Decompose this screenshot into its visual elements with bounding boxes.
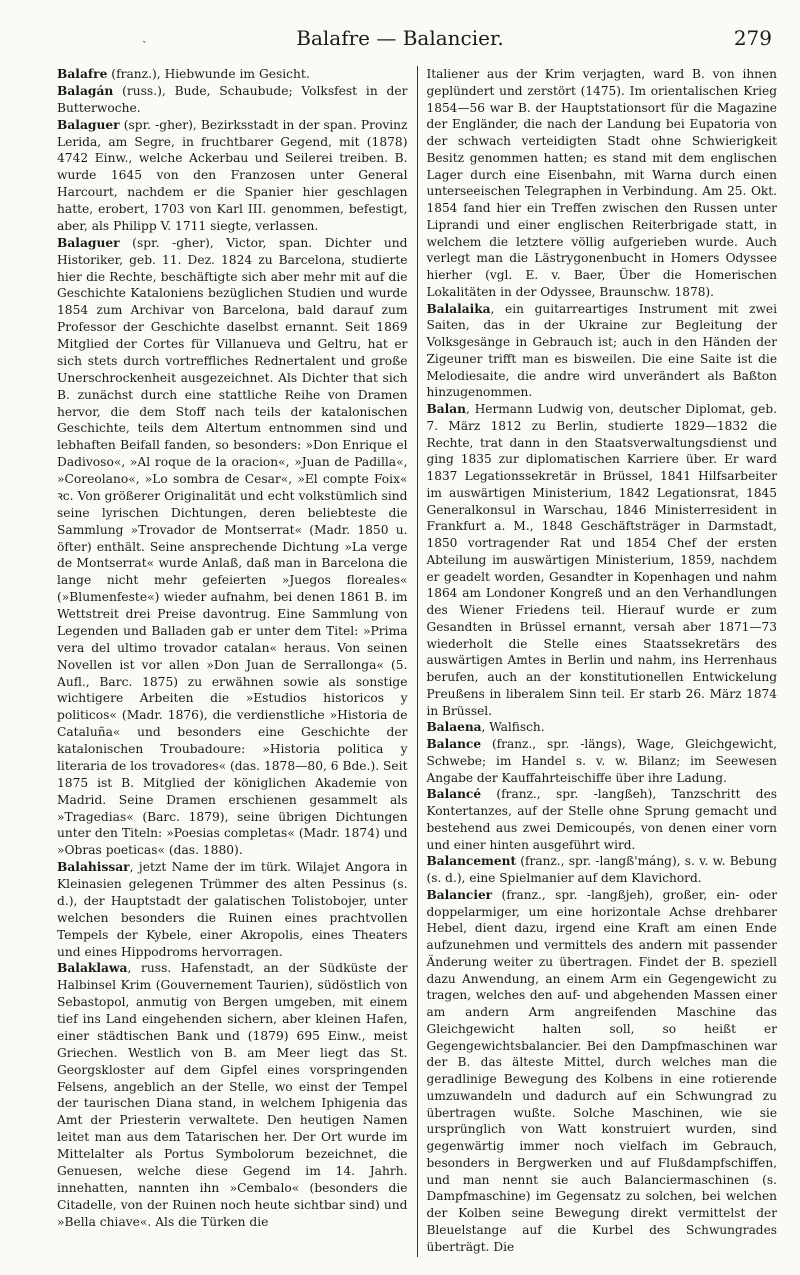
entry-head: Balancement bbox=[426, 854, 517, 869]
entry-balaena bbox=[427, 719, 778, 736]
entry-text: (spr. -gher), Bezirksstadt in der span. Provinz Lerida, am Segre, in fruchtbarer Gegend, mit (1878) 4742 Einw., welche Ackerbau und Seilerei treiben. B. wurde 1645 von den Franzosen unter General Harcourt, nachdem er die Spanier hier geschlagen hatte, erobert, 1703 von Karl III. genommen, befestigt, aber, als Philipp V. 1711 siegte, verlassen. bbox=[57, 117, 408, 233]
entry-balaklawa bbox=[57, 960, 408, 1230]
entry-head: Balalaika bbox=[426, 301, 491, 316]
entry-head: Balancé bbox=[426, 787, 482, 802]
text-columns bbox=[48, 66, 786, 1257]
entry-text: (franz.), Hiebwunde im Gesicht. bbox=[107, 67, 310, 81]
entry-head: Balaklawa bbox=[57, 960, 128, 976]
entry-text: , jetzt Name der im türk. Wilajet Angora in Kleinasien gelegenen Trümmer des alten Pessinus (s. d.), der Hauptstadt der galatischen Tolistobojer, unter welchen besonders die Ruinen eines prachtvollen Tempels der Kybele, einer Akropolis, eines Theaters und eines Hippodroms hervorragen. bbox=[57, 860, 408, 959]
entry-head: Balancier bbox=[426, 887, 493, 902]
entry-balancement bbox=[427, 853, 778, 887]
entry-head: Balaena bbox=[426, 720, 482, 735]
right-column bbox=[417, 66, 787, 1257]
entry-balafre bbox=[57, 66, 408, 83]
entry-head: Balaguer bbox=[57, 116, 120, 132]
entry-balancier bbox=[427, 887, 778, 1256]
running-title: Balafre — Balancier. bbox=[296, 26, 504, 50]
entry-balahissar bbox=[57, 859, 408, 960]
entry-head: Balagán bbox=[57, 82, 114, 98]
entry-balagan bbox=[57, 83, 408, 117]
entry-head: Balafre bbox=[57, 66, 108, 81]
margin-mark: ˏ bbox=[142, 28, 147, 44]
entry-text: Italiener aus der Krim verjagten, ward B. von ihnen geplündert und zerstört (1475). Im orientalischen Krieg 1854—56 war B. der Hauptstationsort für die Magazine der Engländer, die nach der Landung bei Eupatoria von der schwach verteidigten Stadt ohne Schwierigkeit Besitz genommen hatten; es stand mit dem englischen Lager durch eine Eisenbahn, mit Warna durch einen unterseeischen Telegraphen in Verbindung. Am 25. Okt. 1854 fand hier ein Treffen zwischen den Russen unter Liprandi und einer englischen Reiterbrigade statt, in welchem die letztere völlig aufgerieben wurde. Auch verlegt man die Lästrygonenbucht in Homers Odyssee hierher (vgl. E. v. Baer, Über die Homerischen Lokalitäten in der Odyssee, Braunschw. 1878). bbox=[426, 67, 777, 299]
entry-head: Balahissar bbox=[57, 859, 130, 875]
left-column bbox=[48, 66, 417, 1257]
entry-text: (franz., spr. -langßjeh), großer, ein- oder doppelarmiger, um eine horizontale Achse drehbarer Hebel, dient dazu, irgend eine Kraft am einen Ende aufzunehmen und vermittels des andern mit passender Änderung weiter zu übertragen. Findet der B. speziell dazu Anwendung, an einem Arm ein Gegengewicht zu tragen, welches den auf- und abgehenden Massen einer am andern Arm angreifenden Maschine das Gleichgewicht halten soll, so heißt er Gegengewichtsbalancier. Bei den Dampfmaschinen war der B. das älteste Mittel, durch welches man die geradlinige Bewegung des Kolbens in eine rotierende umzuwandeln und dadurch auf ein Schwungrad zu übertragen wußte. Solche Maschinen, wie sie ursprünglich von Watt konstruiert wurden, sind gegenwärtig immer noch vielfach im Gebrauch, besonders in Bergwerken und auf Flußdampfschiffen, und man nennt sie auch Balanciermaschinen (s. Dampfmaschine) im Gegensatz zu solchen, bei welchen der Kolben seine Bewegung direkt vermittelst der Bleuelstange auf die Kurbel des Schwungrades überträgt. Die bbox=[426, 887, 777, 1254]
entry-text: (franz., spr. -langß'máng), s. v. w. Bebung (s. d.), eine Spielmanier auf dem Klavichord. bbox=[426, 854, 777, 885]
entry-head: Balance bbox=[426, 737, 482, 751]
entry-text: , Hermann Ludwig von, deutscher Diplomat, geb. 7. März 1812 zu Berlin, studierte 1829—1832 die Rechte, trat dann in den Staatsverwaltungsdienst und ging 1835 zur diplomatischen Karriere über. Er ward 1837 Legationssekretär in Brüssel, 1841 Hilfsarbeiter im auswärtigen Ministerium, 1842 Legationsrat, 1845 Generalkonsul in Warschau, 1846 Ministerresident in Frankfurt a. M., 1848 Geschäftsträger in Darmstadt, 1850 vortragender Rat und 1854 Chef der ersten Abteilung im auswärtigen Ministerium, 1859, nachdem er geadelt worden, Gesandter in Kopenhagen und nahm 1864 am Londoner Kongreß und an den Verhandlungen des Wiener Friedens teil. Hierauf wurde er zum Gesandten in Brüssel ernannt, versah aber 1871—73 wiederholt die Stelle eines Staatssekretärs des auswärtigen Amtes in Berlin und nahm, ins Herrenhaus berufen, auch an der konstitutionellen Entwickelung Preußens in liberalem Sinn teil. Er starb 26. März 1874 in Brüssel. bbox=[426, 402, 777, 718]
entry-balaguer-victor bbox=[57, 235, 408, 859]
entry-text: (russ.), Bude, Schaubude; Volksfest in der Butterwoche. bbox=[57, 83, 408, 115]
entry-text: , ein guitarreartiges Instrument mit zwei Saiten, das in der Ukraine zur Begleitung der Volksgesänge in Gebrauch ist; auch in den Händen der Zigeuner trifft man es bisweilen. Die eine Saite ist die Melodiesaite, die andre wird unverändert als Baßton hinzugenommen. bbox=[426, 301, 777, 400]
page-header bbox=[22, 22, 778, 56]
entry-text: , Walfisch. bbox=[481, 720, 545, 735]
entry-balaguer-town bbox=[57, 117, 408, 235]
entry-balan bbox=[427, 401, 778, 719]
entry-text: (franz., spr. -langßeh), Tanzschritt des Kontertanzes, auf der Stelle ohne Sprung gemacht und bestehend aus zwei Demicoupés, von denen einer vorn und einer hinten ausgeführt wird. bbox=[426, 787, 777, 852]
entry-text: (spr. -gher), Victor, span. Dichter und Historiker, geb. 11. Dez. 1824 zu Barcelona, studierte hier die Rechte, beschäftigte sich aber mehr mit auf die Geschichte Kataloniens bezüglichen Studien und wurde 1854 zum Archivar von Barcelona, bald darauf zum Professor der Geschichte daselbst ernannt. Seit 1869 Mitglied der Cortes für Villanueva und Geltru, hat er sich stets durch vortreffliches Rednertalent und große Unerschrockenheit ausgezeichnet. Als Dichter that sich B. zunächst durch eine stattliche Reihe von Dramen hervor, die dem Stoff nach teils der katalonischen Geschichte, teils dem Altertum entnommen sind und lebhaften Beifall fanden, so besonders: »Don Enrique el Dadivoso«, »Al roque de la oracion«, »Juan de Padilla«, »Coreolano«, »Lo sombra de Cesar«, »El compte Foix« ꝛc. Von größerer Originalität und echt volkstümlich sind seine lyrischen Dichtungen, deren beliebteste die Sammlung »Trovador de Montserrat« (Madr. 1850 u. öfter) enthält. Seine ansprechende Dichtung »La verge de Montserrat« wurde Anlaß, daß man in Barcelona die lange nicht mehr gefeierten »Juegos floreales« (»Blumenfeste«) wieder aufnahm, bei denen 1861 B. im Wettstreit drei Preise davontrug. Eine Sammlung von Legenden und Balladen gab er unter dem Titel: »Prima vera del ultimo trovador catalan« heraus. Von seinen Novellen ist vor allen »Don Juan de Serrallonga« (5. Aufl., Barc. 1875) zu erwähnen sowie als sonstige wichtigere Arbeiten die »Estudios historicos y politicos« (Madr. 1876), die verdienstliche »Historia de Cataluña« und besonders eine Geschichte der katalonischen Troubadoure: »Historia politica y literaria de los trovadores« (das. 1878—80, 6 Bde.). Seit 1875 ist B. Mitglied der königlichen Akademie von Madrid. Seine Dramen erschienen gesammelt als »Tragedias« (Barc. 1879), seine übrigen Dichtungen unter den Titeln: »Poesias completas« (Madr. 1874) und »Obras poeticas« (das. 1880). bbox=[57, 235, 408, 858]
entry-head: Balaguer bbox=[57, 234, 120, 250]
entry-text: (franz., spr. -längs), Wage, Gleichgewicht, Schwebe; im Handel s. v. w. Bilanz; im Seewesen Angabe der Kauffahrteischiffe über ihre Ladung. bbox=[426, 737, 777, 785]
entry-balaklawa-continued bbox=[427, 66, 778, 301]
page-number: 279 bbox=[733, 26, 772, 50]
entry-head: Balan bbox=[426, 402, 466, 416]
entry-balance bbox=[427, 736, 778, 786]
entry-text: , russ. Hafenstadt, an der Südküste der Halbinsel Krim (Gouvernement Taurien), südöstlich von Sebastopol, anmutig von Bergen umgeben, mit einem tief ins Land eingehenden sichern, aber kleinen Hafen, einer städtischen Bank und (1879) 695 Einw., meist Griechen. Westlich von B. am Meer liegt das St. Georgskloster auf dem Gipfel eines vorspringenden Felsens, angeblich an der Stelle, wo einst der Tempel der taurischen Diana stand, in welchem Iphigenia das Amt der Priesterin verwaltete. Den heutigen Namen leitet man aus dem Tatarischen her. Der Ort wurde im Mittelalter als Portus Symbolorum bezeichnet, die Genuesen, welche diese Gegend im 14. Jahrh. innehatten, nannten ihn »Cembalo« (besonders die Citadelle, von der Ruinen noch heute sichtbar sind) und »Bella chiave«. Als die Türken die bbox=[57, 961, 408, 1229]
entry-balance-dance bbox=[427, 786, 778, 853]
entry-balalaika bbox=[427, 301, 778, 402]
